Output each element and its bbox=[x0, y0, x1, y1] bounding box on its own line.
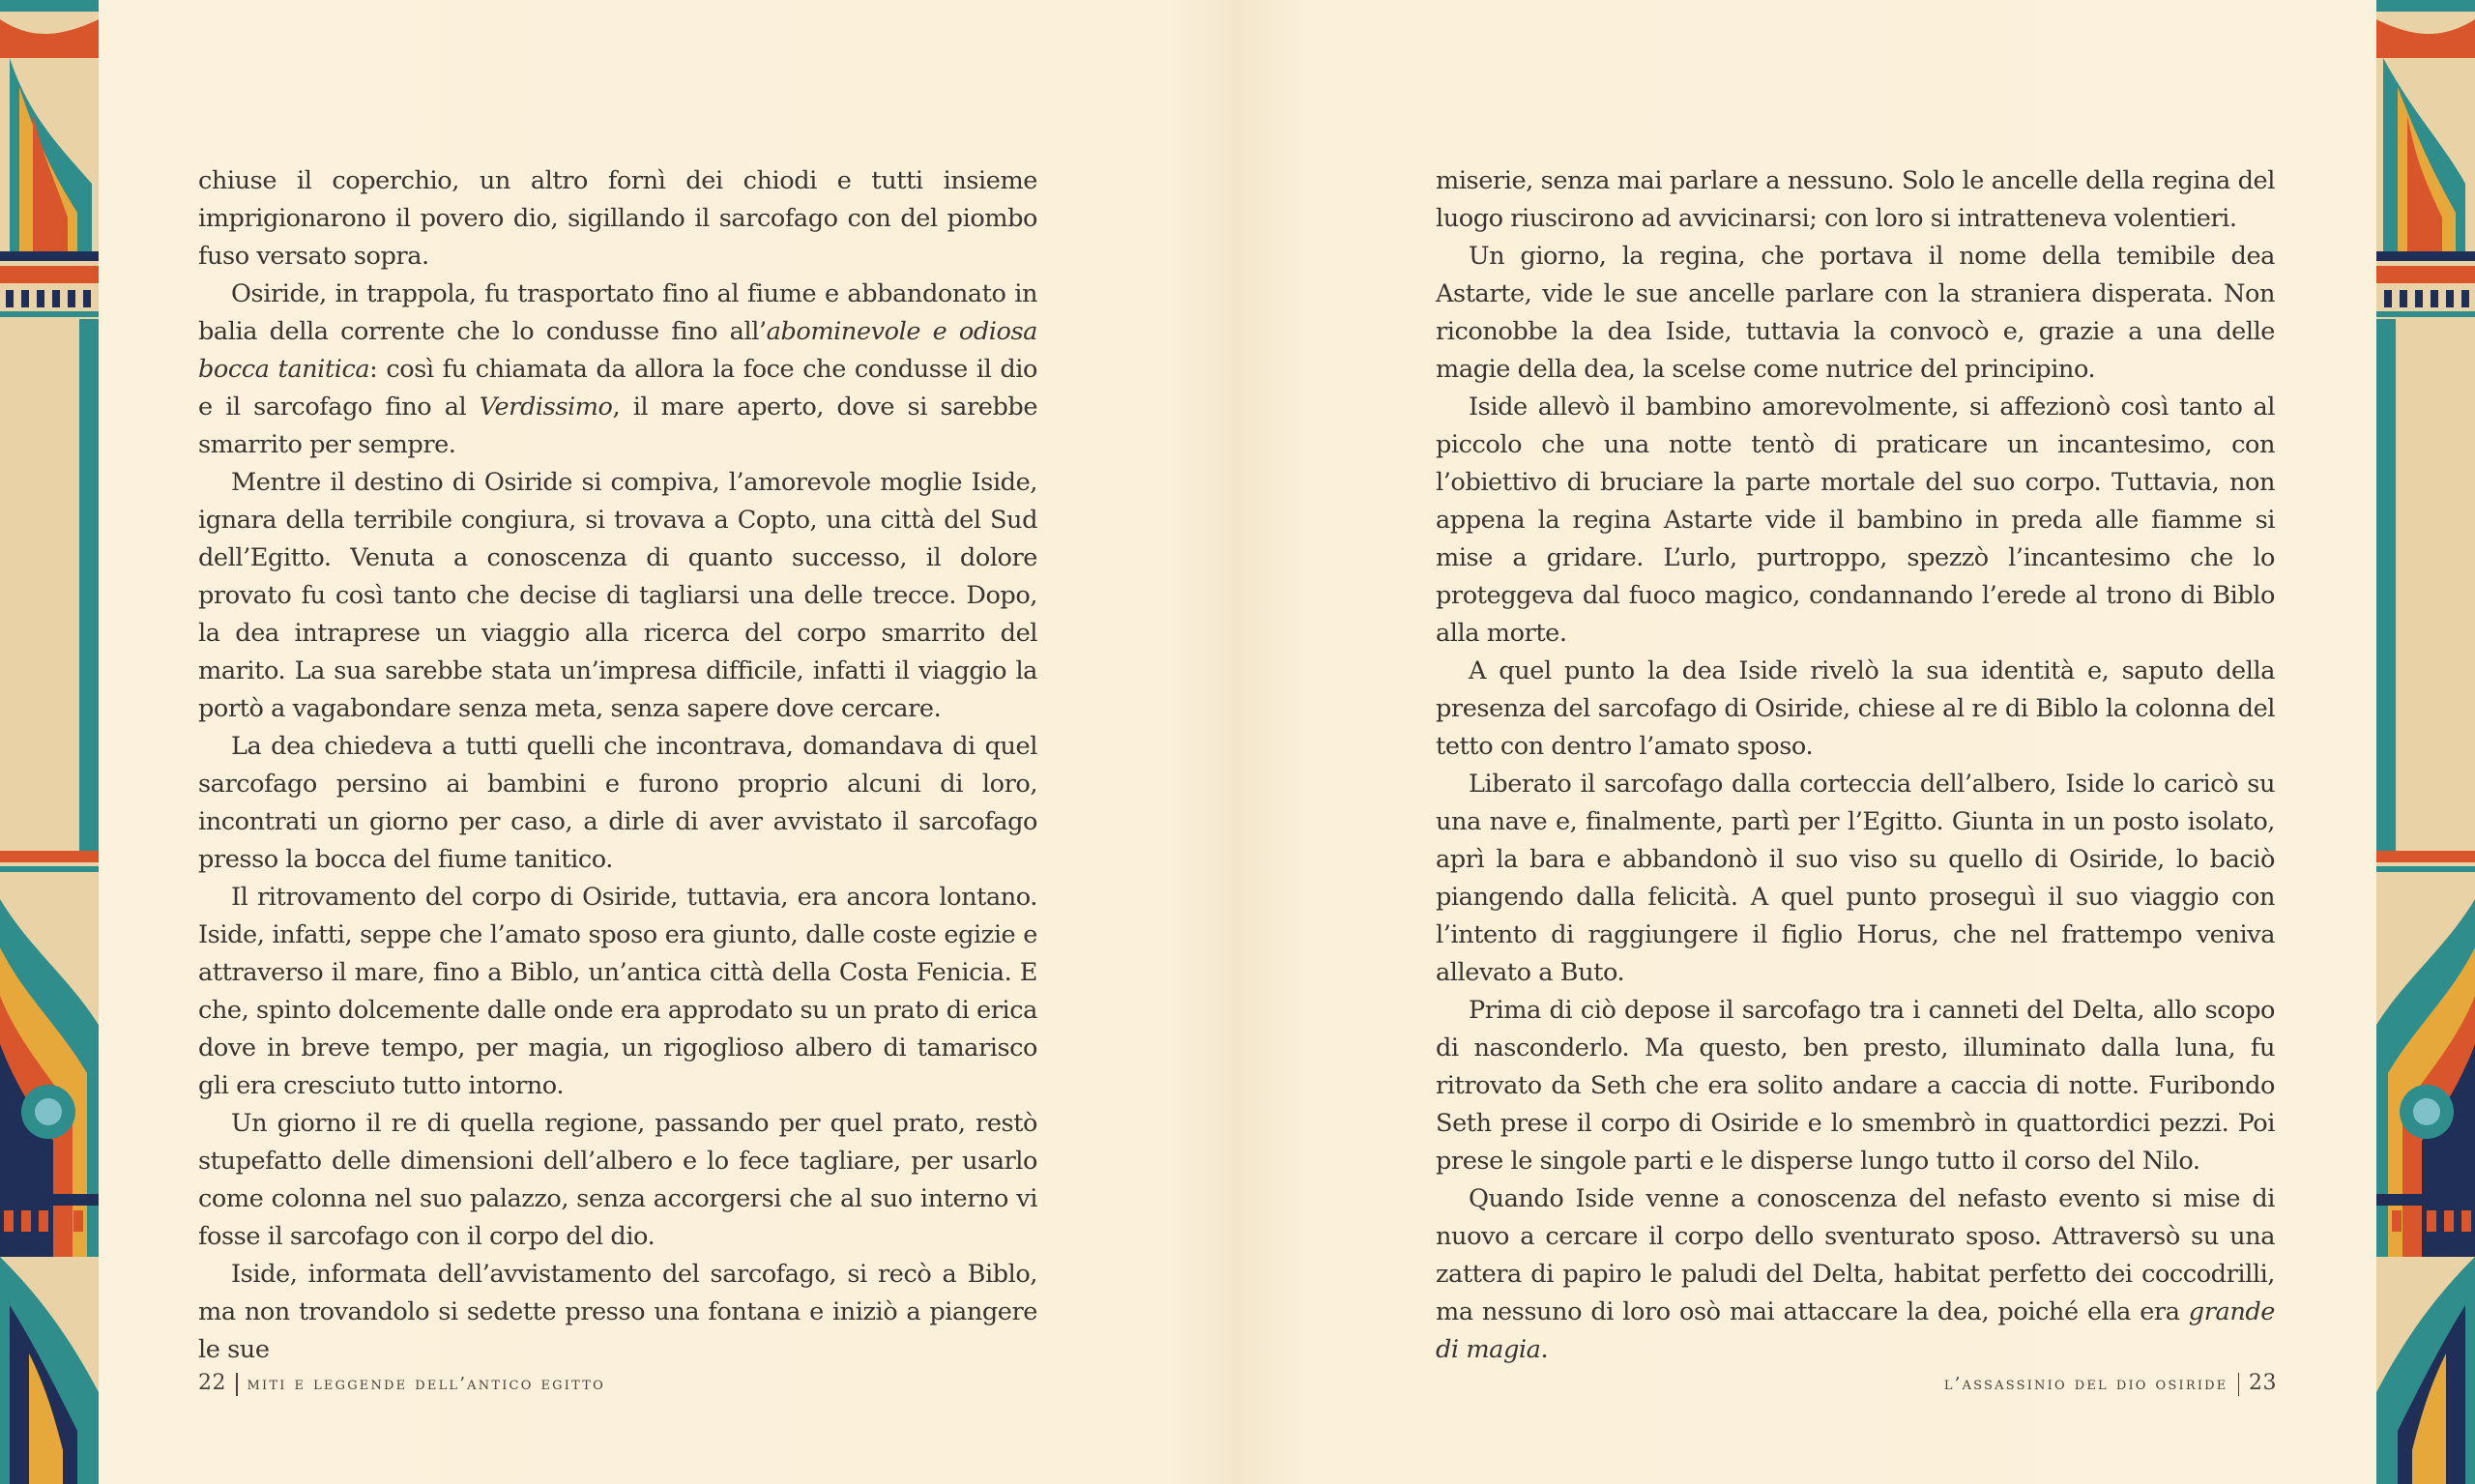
paragraph: Iside, informata dell’avvistamento del sarcofago, si recò a Biblo, ma non trovandolo si sedette presso una fontana e iniziò a piangere le sue bbox=[198, 1260, 1037, 1364]
paragraph: miserie, senza mai parlare a nessuno. Solo le ancelle della regina del luogo riuscirono ad avvicinarsi; con loro si intratteneva volentieri. bbox=[1436, 166, 2275, 233]
decorative-border-left bbox=[0, 0, 99, 1484]
italic-phrase: grande di magia bbox=[1436, 1297, 2275, 1364]
decorative-border-right bbox=[2376, 0, 2475, 1484]
footer-divider bbox=[2238, 1373, 2240, 1396]
paragraph: Mentre il destino di Osiride si compiva, l’amorevole moglie Iside, ignara della terribile congiura, si trovava a Copto, una città del Sud dell’Egitto. Venuta a conoscenza di quanto successo, il dolore provato fu così tanto che decise di tagliarsi una delle trecce. Dopo, la dea intraprese un viaggio alla ricerca del corpo smarrito del marito. La sua sarebbe stata un’impresa difficile, infatti il viaggio la portò a vagabondare senza meta, senza sapere dove cercare. bbox=[198, 468, 1037, 723]
paragraph: chiuse il coperchio, un altro fornì dei chiodi e tutti insieme imprigionarono il povero dio, sigillando il sarcofago con del piombo fuso versato sopra. bbox=[198, 166, 1037, 271]
paragraph bbox=[198, 276, 1037, 464]
left-page-text bbox=[198, 162, 1037, 1369]
paragraph: A quel punto la dea Iside rivelò la sua identità e, saputo della presenza del sarcofago di Osiride, chiese al re di Biblo la colonna del tetto con dentro l’amato sposo. bbox=[1436, 656, 2275, 761]
running-head: miti e leggende dell’antico egitto bbox=[247, 1374, 605, 1394]
paragraph: La dea chiedeva a tutti quelli che incontrava, domandava di quel sarcofago persino ai bambini e furono proprio alcuni di loro, incontrati un giorno per caso, a dirle di aver avvistato il sarcofago presso la bocca del fiume tanitico. bbox=[198, 732, 1037, 874]
text-run: , il mare aperto, dove si sarebbe smarrito per sempre. bbox=[198, 393, 1038, 459]
egyptian-pattern-icon bbox=[0, 0, 99, 1484]
egyptian-pattern-icon bbox=[2376, 0, 2475, 1484]
left-page-footer bbox=[198, 1371, 605, 1396]
page-number: 22 bbox=[198, 1371, 226, 1395]
paragraph: Un giorno il re di quella regione, passando per quel prato, restò stupefatto delle dimensioni dell’albero e lo fece tagliare, per usarlo come colonna nel suo palazzo, senza accorgersi che al suo interno vi fosse il sarcofago con il corpo del dio. bbox=[198, 1109, 1037, 1251]
text-run: Osiride, in trappola, fu trasportato fino al fiume e abbandonato in balia della corrente che lo condusse fino all’ bbox=[198, 279, 1037, 346]
footer-divider bbox=[236, 1373, 238, 1396]
text-run: Quando Iside venne a conoscenza del nefasto evento si mise di nuovo a cercare il corpo dello sventurato sposo. Attraversò su una zattera di papiro le paludi del Delta, habitat perfetto dei coccodrilli, ma nessuno di loro osò mai attaccare la dea, poiché ella era bbox=[1436, 1184, 2275, 1326]
paragraph: Liberato il sarcofago dalla corteccia dell’albero, Iside lo caricò su una nave e, finalmente, partì per l’Egitto. Giunta in un posto isolato, aprì la bara e abbandonò il suo viso su quello di Osiride, lo baciò piangendo dalla felicità. A quel punto proseguì il suo viaggio con l’intento di raggiungere il figlio Horus, che nel frattempo veniva allevato a Buto. bbox=[1436, 770, 2275, 987]
paragraph: Prima di ciò depose il sarcofago tra i canneti del Delta, allo scopo di nasconderlo. Ma questo, ben presto, illuminato dalla luna, fu ritrovato da Seth che era solito andare a caccia di notte. Furibondo Seth prese il corpo di Osiride e lo smembrò in quattordici pezzi. Poi prese le singole parti e le disperse lungo tutto il corso del Nilo. bbox=[1436, 996, 2275, 1176]
italic-phrase: Verdissimo bbox=[479, 393, 613, 422]
page-number: 23 bbox=[2249, 1371, 2277, 1395]
text-run: . bbox=[1540, 1335, 1549, 1364]
italic-phrase: abominevole e odiosa bocca tanitica bbox=[198, 317, 1037, 384]
paragraph: Il ritrovamento del corpo di Osiride, tuttavia, era ancora lontano. Iside, infatti, seppe che l’amato sposo era giunto, dalle coste egizie e attraverso il mare, fino a Biblo, un’antica città della Costa Fenicia. E che, spinto dolcemente dalle onde era approdato su un prato di erica dove in breve tempo, per magia, un rigoglioso albero di tamarisco gli era cresciuto tutto intorno. bbox=[198, 883, 1037, 1100]
right-page-text bbox=[1436, 162, 2275, 1369]
right-page-footer bbox=[1944, 1371, 2277, 1396]
text-run: : così fu chiamata da allora la foce che condusse il dio e il sarcofago fino al bbox=[198, 355, 1037, 422]
running-head: l’assassinio del dio osiride bbox=[1943, 1374, 2228, 1394]
paragraph bbox=[1436, 1180, 2275, 1369]
paragraph: Un giorno, la regina, che portava il nome della temibile dea Astarte, vide le sue ancelle parlare con la straniera disperata. Non riconobbe la dea Iside, tuttavia la convocò e, grazie a una delle magie della dea, la scelse come nutrice del principino. bbox=[1436, 242, 2275, 384]
paragraph: Iside allevò il bambino amorevolmente, si affezionò così tanto al piccolo che una notte tentò di praticare un incantesimo, con l’obiettivo di bruciare la parte mortale del suo corpo. Tuttavia, non appena la regina Astarte vide il bambino in preda alle fiamme si mise a gridare. L’urlo, purtroppo, spezzò l’incantesimo che lo proteggeva dal fuoco magico, condannando l’erede al trono di Biblo alla morte. bbox=[1436, 393, 2275, 648]
